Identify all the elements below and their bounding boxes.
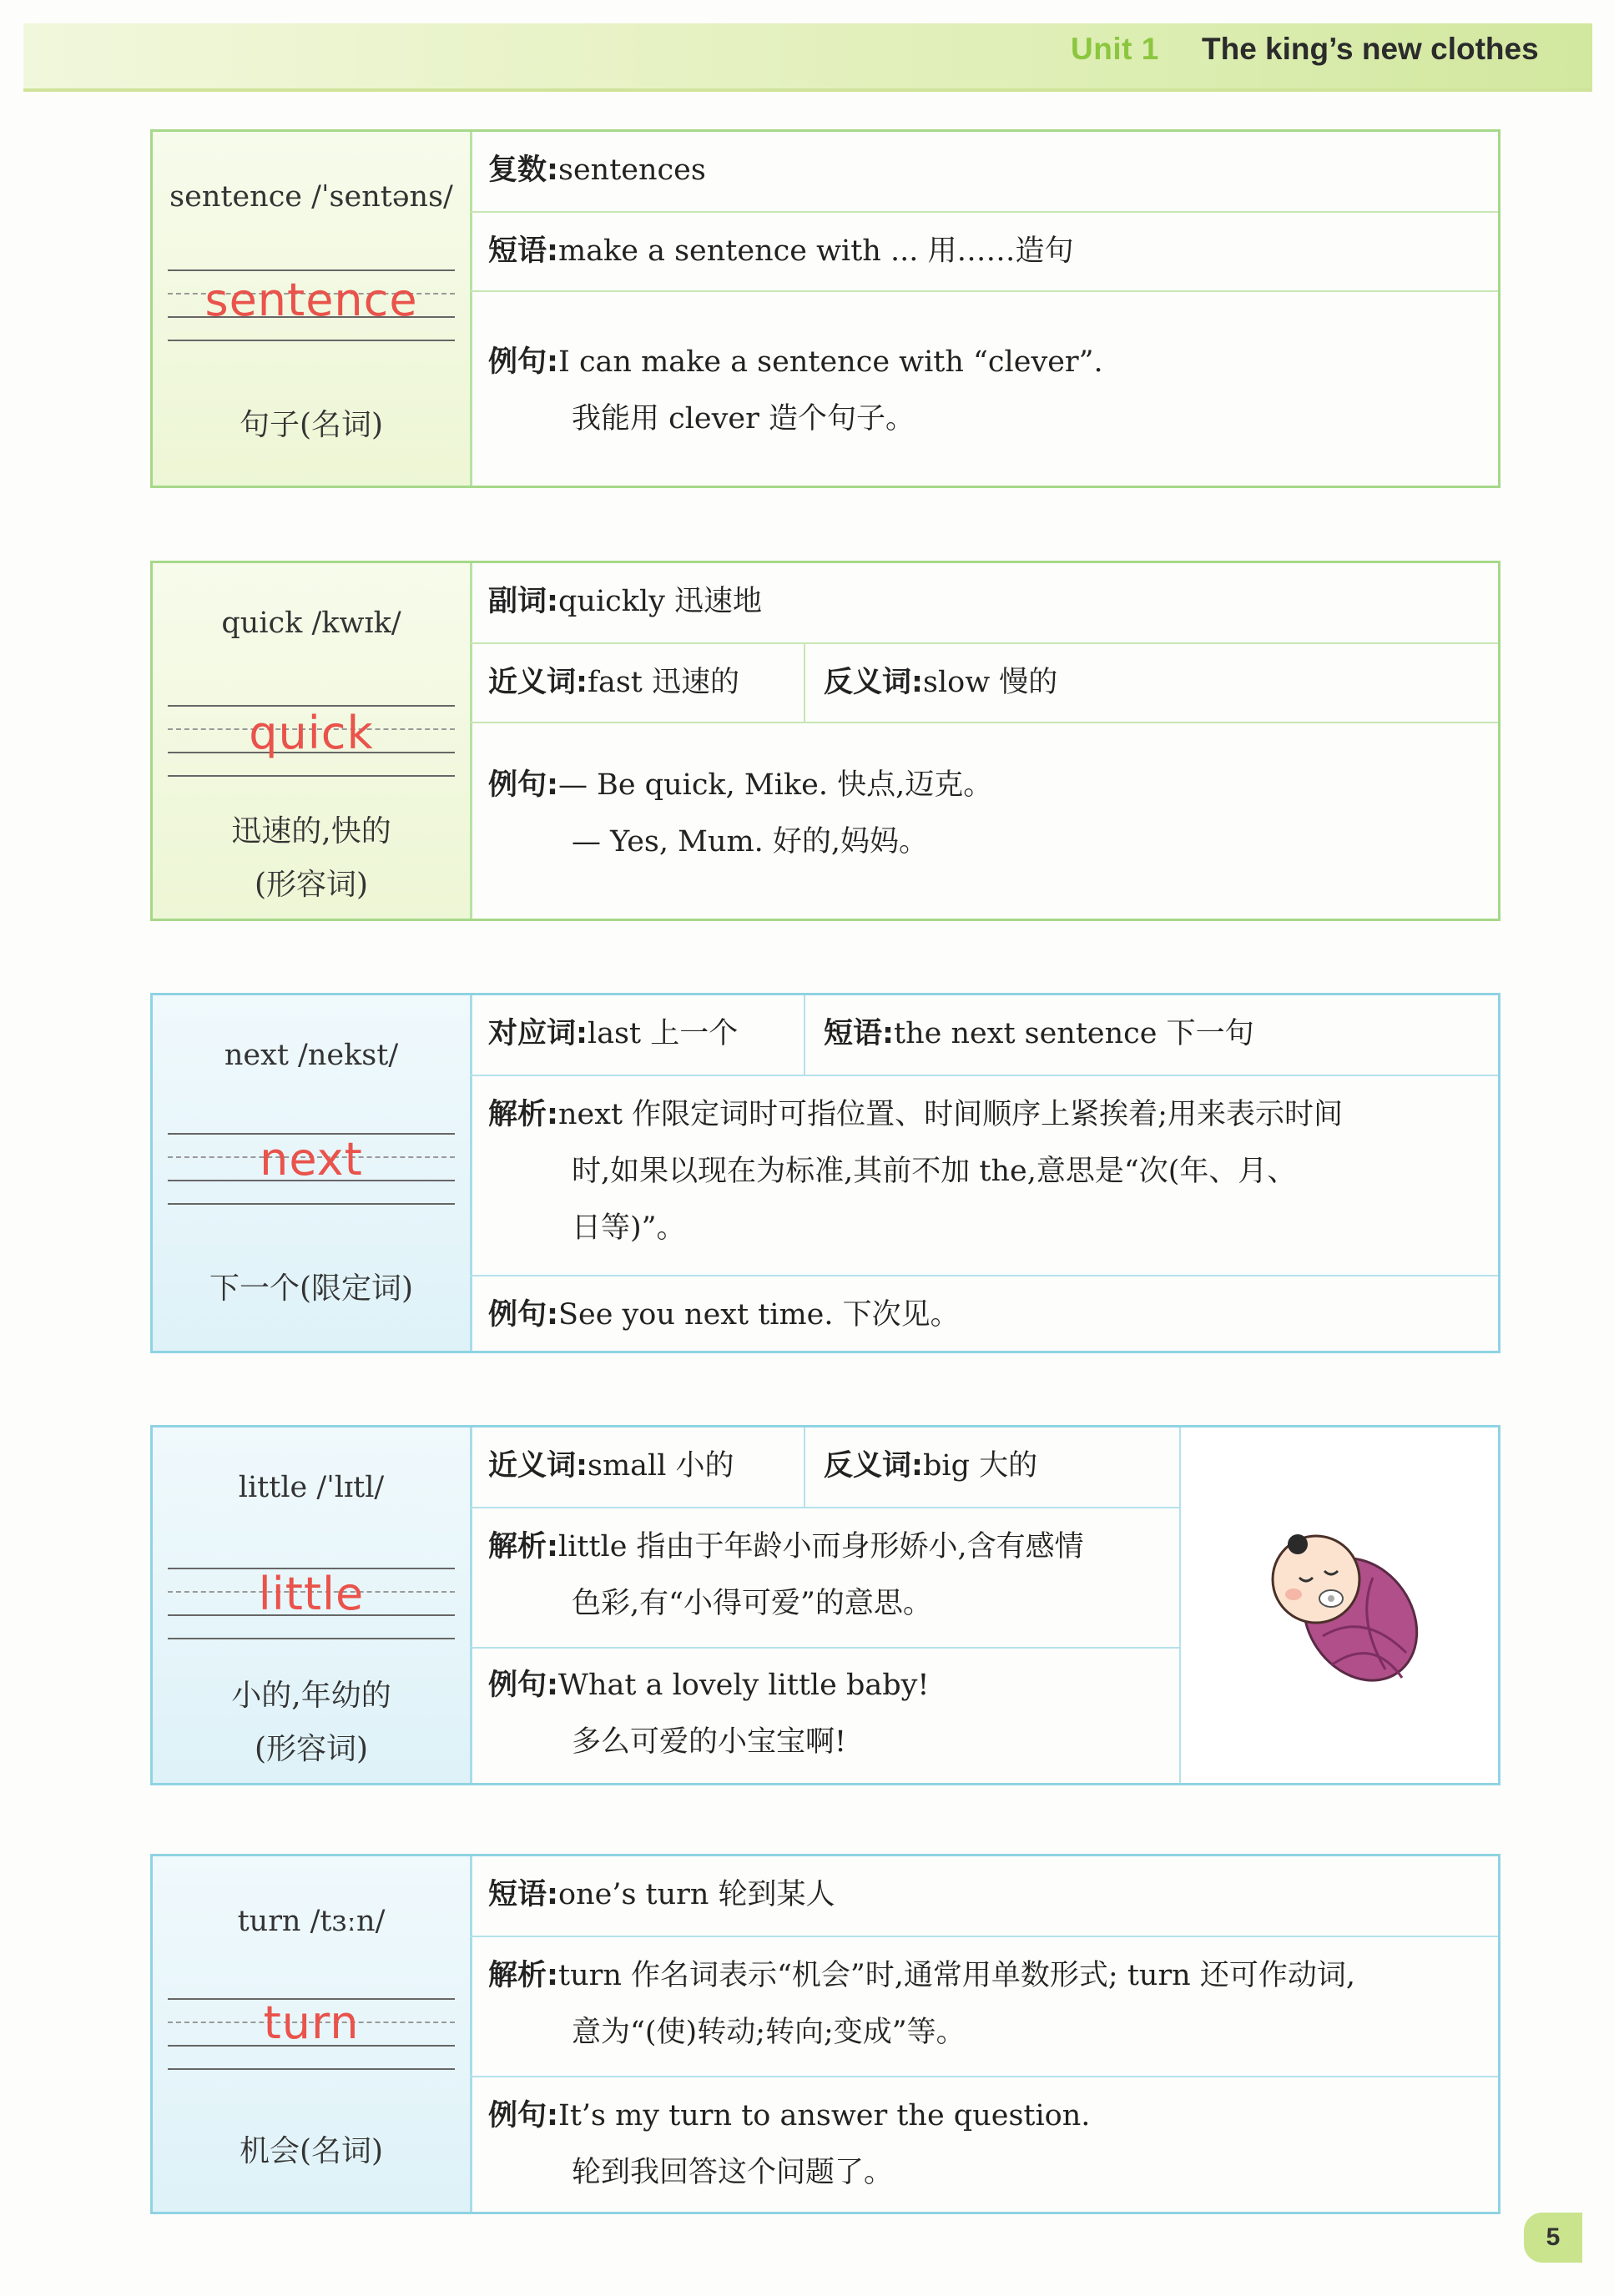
row-text: little 指由于年龄小而身形娇小,含有感情 <box>558 1530 1084 1563</box>
word-panel <box>153 995 472 1351</box>
row-text-line2: 意为“(使)转动;转向;变成”等。 <box>572 2016 966 2049</box>
word-phonetic: sentence /ˈsentəns/ <box>169 180 453 214</box>
analysis-row <box>470 1075 1498 1275</box>
word-phonetic: little /ˈlɪtl/ <box>238 1471 385 1504</box>
row-label: 反义词: <box>824 1449 923 1483</box>
word-panel <box>153 1856 472 2212</box>
example-row <box>470 2076 1498 2212</box>
unit-label: Unit 1 <box>1071 32 1159 66</box>
word-meaning <box>153 2125 470 2178</box>
row-label: 对应词: <box>488 1017 588 1050</box>
unit-title: The king’s new clothes <box>1202 32 1539 66</box>
word-meaning <box>153 1262 470 1316</box>
row-text: — Be quick, Mike. 快点,迈克。 <box>558 768 993 802</box>
row-label: 例句: <box>488 1298 558 1332</box>
analysis-row <box>470 1936 1498 2076</box>
vocab-card-turn <box>150 1854 1501 2214</box>
meaning-line: 下一个(限定词) <box>209 1271 414 1306</box>
meaning-line: 句子(名词) <box>239 408 384 442</box>
row-text: quickly 迅速地 <box>558 585 763 618</box>
counterpart-phrase-row <box>470 995 1498 1075</box>
vocab-card-next <box>150 993 1501 1353</box>
word-panel <box>153 1427 472 1783</box>
row-text: big 大的 <box>923 1449 1038 1483</box>
row-text-line2: 我能用 clever 造个句子。 <box>572 402 915 436</box>
adverb-row <box>470 563 1498 642</box>
handwritten-word: sentence <box>204 274 418 326</box>
handwritten-word: turn <box>263 1996 360 2049</box>
swaddled-baby-icon <box>1248 1511 1431 1694</box>
row-text: the next sentence 下一句 <box>894 1017 1254 1050</box>
vocab-card-little <box>150 1425 1501 1785</box>
phrase-row <box>470 211 1498 290</box>
row-text: turn 作名词表示“机会”时,通常用单数形式; turn 还可作动词, <box>558 1959 1355 1992</box>
example-row <box>470 1647 1181 1783</box>
meaning-line: 机会(名词) <box>239 2134 384 2168</box>
row-label: 例句: <box>488 345 558 379</box>
row-text: fast 迅速的 <box>588 666 739 699</box>
synonym-antonym-row <box>470 642 1498 722</box>
synonym-antonym-row <box>470 1427 1181 1507</box>
word-meaning <box>153 1669 470 1776</box>
word-phonetic: next /nekst/ <box>224 1039 399 1072</box>
example-row <box>470 722 1498 919</box>
analysis-row <box>470 1507 1181 1647</box>
vocab-card-quick <box>150 561 1501 921</box>
page-header <box>23 23 1592 92</box>
row-text: make a sentence with ... 用……造句 <box>558 234 1074 268</box>
row-text-line2: 时,如果以现在为标准,其前不加 the,意思是“次(年、月、 <box>572 1155 1297 1188</box>
row-label: 短语: <box>488 234 558 268</box>
row-label: 短语: <box>824 1017 894 1050</box>
example-row <box>470 290 1498 486</box>
handwritten-word: little <box>258 1568 365 1620</box>
row-label: 复数: <box>488 154 558 187</box>
row-text-line2: 多么可爱的小宝宝啊! <box>572 1725 847 1759</box>
example-row <box>470 1275 1498 1351</box>
row-text: See you next time. 下次见。 <box>558 1298 960 1332</box>
row-text: I can make a sentence with “clever”. <box>558 345 1103 379</box>
handwritten-word: quick <box>249 707 374 759</box>
row-label: 近义词: <box>488 1449 588 1483</box>
meaning-line: 迅速的,快的 <box>231 814 391 848</box>
row-text: one’s turn 轮到某人 <box>558 1878 835 1911</box>
row-label: 例句: <box>488 2099 558 2132</box>
row-label: 解析: <box>488 1530 558 1563</box>
row-text-line2: — Yes, Mum. 好的,妈妈。 <box>572 825 929 858</box>
illustration-panel <box>1179 1427 1498 1783</box>
row-text: slow 慢的 <box>923 666 1058 699</box>
meaning-line: 小的,年幼的 <box>231 1679 391 1713</box>
row-label: 反义词: <box>824 666 923 699</box>
row-label: 例句: <box>488 768 558 802</box>
row-text: small 小的 <box>588 1449 734 1483</box>
meaning-line: (形容词) <box>254 1732 369 1766</box>
row-text: sentences <box>558 154 706 187</box>
plural-row <box>470 132 1498 211</box>
row-label: 副词: <box>488 585 558 618</box>
word-phonetic: turn /tɜːn/ <box>237 1905 386 1938</box>
vocab-card-sentence <box>150 129 1501 488</box>
meaning-line: (形容词) <box>254 868 369 902</box>
page-number: 5 <box>1524 2213 1582 2263</box>
handwritten-word: next <box>260 1133 363 1186</box>
row-text-line2: 色彩,有“小得可爱”的意思。 <box>572 1587 932 1620</box>
row-text: next 作限定词时可指位置、时间顺序上紧挨着;用来表示时间 <box>558 1098 1343 1131</box>
row-label: 短语: <box>488 1878 558 1911</box>
word-meaning <box>153 805 470 912</box>
row-label: 解析: <box>488 1959 558 1992</box>
row-label: 解析: <box>488 1098 558 1131</box>
row-label: 例句: <box>488 1669 558 1702</box>
row-text-line3: 日等)”。 <box>572 1211 686 1245</box>
word-meaning <box>153 399 470 452</box>
phrase-row <box>470 1856 1498 1936</box>
row-text: last 上一个 <box>588 1017 739 1050</box>
row-text: What a lovely little baby! <box>558 1669 930 1702</box>
word-phonetic: quick /kwɪk/ <box>221 607 401 640</box>
row-text-line2: 轮到我回答这个问题了。 <box>572 2156 894 2189</box>
row-text: It’s my turn to answer the question. <box>558 2099 1091 2132</box>
word-panel <box>153 563 472 919</box>
word-panel <box>153 132 472 486</box>
row-label: 近义词: <box>488 666 588 699</box>
